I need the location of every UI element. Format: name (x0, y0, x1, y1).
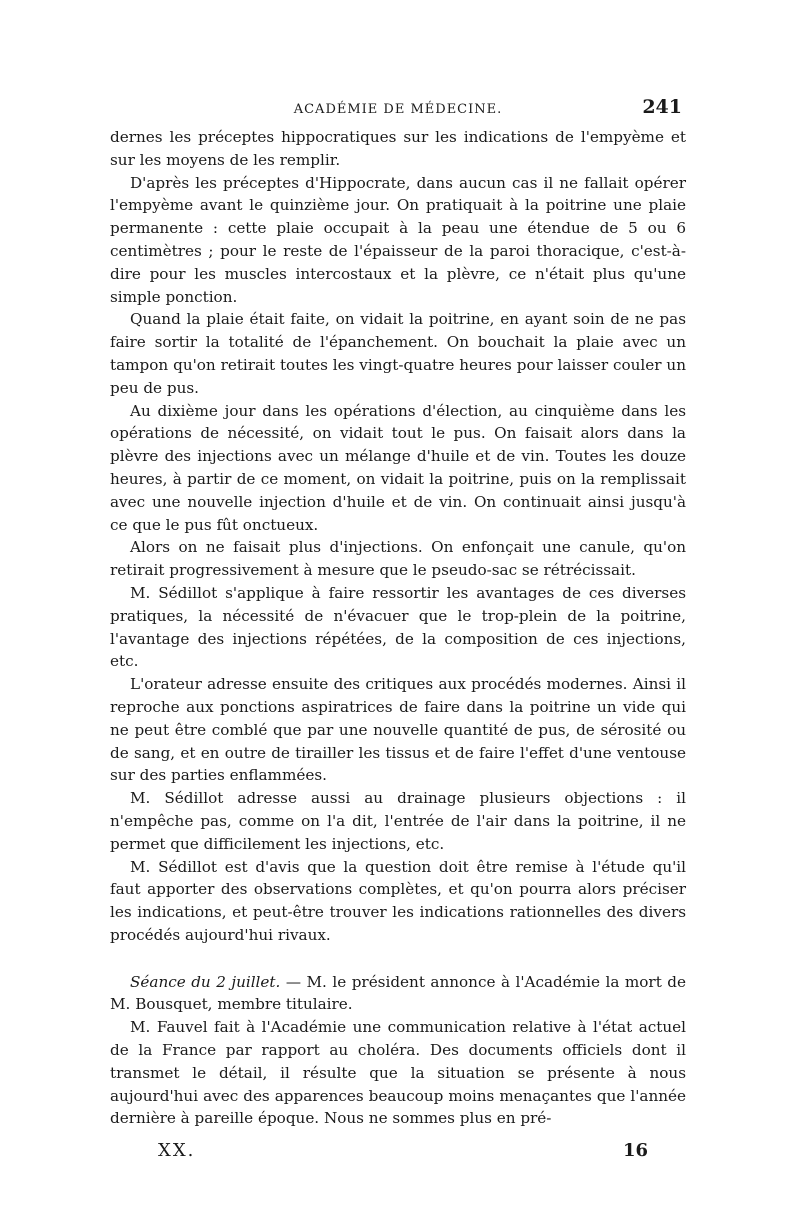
paragraph: L'orateur adresse ensuite des critiques aux procédés modernes. Ainsi il reproche aux ponctions aspiratrices de faire dans la poitrine un vide qui ne peut être comblé que par une nouvelle quantité de pus, de sérosité ou de sang, et en outre de tirailler les tissus et de faire l'effet d'une ventouse sur des parties enflammées. (110, 675, 686, 785)
seance-label: Séance du 2 juillet. (130, 972, 281, 991)
signature-mark: XX. (158, 1140, 196, 1162)
seance-paragraph (110, 971, 686, 1017)
paragraph: dernes les préceptes hippocratiques sur les indications de l'empyème et sur les moyens de les remplir. (110, 128, 686, 169)
paragraph: M. Fauvel fait à l'Académie une communication relative à l'état actuel de la France par rapport au choléra. Des documents officiels dont il transmet le détail, il résulte que la situation se présente à nous aujourd'hui avec des apparences beaucoup moins menaçantes que l'année dernière à pareille époque. Nous ne sommes plus en pré- (110, 1018, 686, 1128)
page-footer (110, 1140, 686, 1168)
running-title: ACADÉMIE DE MÉDECINE. (293, 102, 503, 117)
paragraph: Quand la plaie était faite, on vidait la poitrine, en ayant soin de ne pas faire sortir la totalité de l'épanchement. On bouchait la plaie avec un tampon qu'on retirait toutes les vingt-quatre heures pour laisser couler un peu de pus. (110, 310, 686, 397)
body-text (110, 126, 686, 1130)
running-head (110, 96, 686, 126)
book-page (110, 96, 686, 1168)
page-number: 241 (642, 96, 682, 118)
seance-text: — M. le président annonce à l'Académie la mort de M. Bousquet, membre titulaire. (110, 972, 686, 1014)
paragraph: Au dixième jour dans les opérations d'élection, au cinquième dans les opérations de nécessité, on vidait tout le pus. On faisait alors dans la plèvre des injections avec un mélange d'huile et de vin. Toutes les douze heures, à partir de ce moment, on vidait la poitrine, puis on la remplissait avec une nouvelle injection d'huile et de vin. On continuait ainsi jusqu'à ce que le pus fût onctueux. (110, 401, 686, 534)
paragraph: M. Sédillot est d'avis que la question doit être remise à l'étude qu'il faut apporter des observations complètes, et qu'on pourra alors préciser les indications, et peut-être trouver les indications rationnelles des divers procédés aujourd'hui rivaux. (110, 857, 686, 944)
paragraph: M. Sédillot s'applique à faire ressortir les avantages de ces diverses pratiques, la nécessité de n'évacuer que le trop-plein de la poitrine, l'avantage des injections répétées, de la composition de ces injections, etc. (110, 583, 686, 671)
sheet-number: 16 (622, 1140, 648, 1162)
section-gap (110, 947, 686, 971)
paragraph: Alors on ne faisait plus d'injections. On enfonçait une canule, qu'on retirait progressivement à mesure que le pseudo-sac se rétrécissait. (110, 538, 686, 580)
paragraph: M. Sédillot adresse aussi au drainage plusieurs objections : il n'empêche pas, comme on l'a dit, l'entrée de l'air dans la poitrine, il ne permet que difficilement les injections, etc. (110, 789, 686, 853)
paragraph: D'après les préceptes d'Hippocrate, dans aucun cas il ne fallait opérer l'empyème avant le quinzième jour. On pratiquait à la poitrine une plaie permanente : cette plaie occupait à la peau une étendue de 5 ou 6 centimètres ; pour le reste de l'épaisseur de la paroi thoracique, c'est-à-dire pour les muscles intercostaux et la plèvre, ce n'était plus qu'une simple ponction. (110, 173, 686, 306)
